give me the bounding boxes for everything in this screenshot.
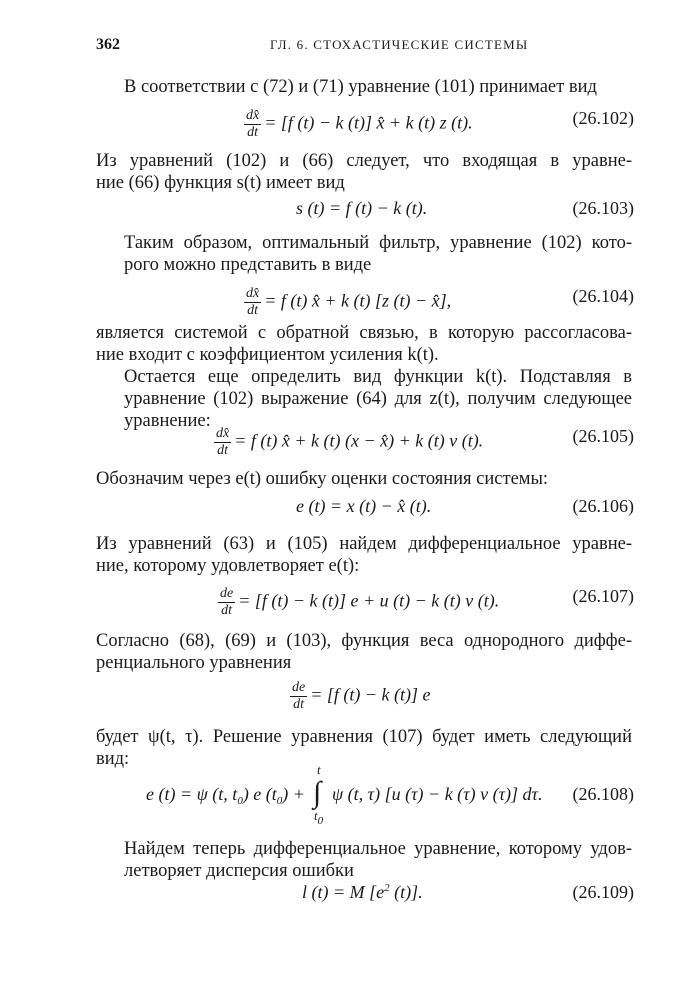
lower-limit-symbol: t [314, 808, 318, 823]
paragraph-3 [96, 232, 632, 276]
fraction-denominator: dt [247, 125, 259, 140]
equation-number: (26.102) [572, 108, 634, 128]
fraction-numerator: de [292, 680, 306, 695]
equation-body [214, 426, 483, 459]
equation-number: (26.109) [572, 882, 634, 902]
paragraph-line: Обозначим через e(t) ошибку оценки состояния системы: [96, 469, 549, 489]
equation-body [290, 680, 430, 713]
equation-26-109 [96, 874, 636, 914]
equation-body [218, 586, 499, 619]
paragraph-line: уравнение (102) выражение (64) для z(t), получим следующее [124, 389, 632, 409]
paragraph-6 [96, 468, 632, 490]
paragraph-line: Из уравнений (63) и (105) найдем дифференциальное уравне- [96, 534, 632, 554]
paragraph-7 [96, 533, 632, 577]
equation-rhs: = [f (t) − k (t)] x̂ + k (t) z (t). [264, 112, 473, 133]
paragraph-line: рого можно представить в виде [124, 255, 372, 275]
paragraph-line: ренциального уравнения [96, 653, 292, 673]
equation-number: (26.105) [572, 426, 634, 446]
paragraph-line: уравнение: [124, 411, 211, 431]
paragraph-2 [96, 150, 632, 194]
paragraph-line: является системой с обратной связью, в которую рассогласова- [96, 323, 632, 343]
equation-rhs: = [f (t) − k (t)] e + u (t) − k (t) v (t). [238, 590, 500, 611]
subscript: 0 [237, 795, 243, 807]
lhs-part: e (t) = ψ (t, t [146, 784, 238, 804]
equation-26-105 [96, 418, 636, 458]
equation-number: (26.106) [572, 496, 634, 516]
fraction-numerator: de [220, 586, 234, 601]
paragraph-line: ние входит с коэффициентом усиления k(t). [96, 345, 439, 365]
fraction-denominator: dt [217, 443, 229, 458]
subscript: 0 [317, 815, 324, 827]
subscript: 0 [276, 795, 283, 807]
running-title: ГЛ. 6. СТОХАСТИЧЕСКИЕ СИСТЕМЫ [270, 37, 529, 52]
rhs-part: (t)]. [389, 882, 423, 902]
paragraph-line: будет ψ(t, τ). Решение уравнения (107) будет иметь следующий [96, 727, 632, 747]
equation-number: (26.104) [572, 286, 634, 306]
paragraph-line: Согласно (68), (69) и (103), функция веса однородного диффе- [96, 631, 632, 651]
paragraph-line: вид: [96, 749, 130, 769]
equation-26-107 [96, 578, 636, 618]
fraction-denominator: dt [221, 603, 233, 618]
lhs-part: l (t) = M [e [302, 882, 385, 902]
equation-26-102 [96, 100, 636, 140]
equation-lhs [146, 784, 305, 807]
equation-number: (26.107) [572, 586, 634, 606]
fraction [244, 286, 261, 319]
equation-26-106 [96, 488, 636, 528]
paragraph-line: летворяет дисперсия ошибки [124, 861, 354, 881]
equation-number: (26.103) [572, 198, 634, 218]
fraction-numerator: dx̂ [216, 426, 230, 441]
paragraph-line: Таким образом, оптимальный фильтр, уравнение (102) кото- [124, 233, 632, 253]
integral-sign: ∫ [313, 776, 322, 809]
equation-number: (26.108) [572, 784, 634, 804]
paragraph-1 [96, 76, 632, 98]
paragraph-4 [96, 322, 632, 366]
equation-26-104 [96, 278, 636, 318]
equation-rhs: = f (t) x̂ + k (t) (x − x̂) + k (t) v (t). [234, 430, 484, 451]
equation-rhs: = f (t) x̂ + k (t) [z (t) − x̂], [264, 290, 452, 311]
equation-body: s (t) = f (t) − k (t). [296, 198, 428, 218]
paragraph-line: В соответствии с (72) и (71) уравнение (101) принимает вид [124, 77, 597, 97]
equation-rhs: = [f (t) − k (t)] e [310, 684, 431, 705]
paragraph-8 [96, 630, 632, 674]
lhs-part: ) + [282, 784, 305, 804]
fraction-numerator: dx̂ [246, 286, 260, 301]
fraction-denominator: dt [247, 303, 259, 318]
equation-body [244, 286, 451, 319]
paragraph-line: Остается еще определить вид функции k(t). Подставляя в [124, 367, 632, 387]
integral-upper-limit: t [317, 762, 321, 777]
fraction [218, 586, 235, 619]
fraction [290, 680, 307, 713]
paragraph-line: ние, которому удовлетворяет e(t): [96, 556, 360, 576]
paragraph-line: Из уравнений (102) и (66) следует, что входящая в уравне- [96, 151, 632, 171]
paragraph-line: ние (66) функция s(t) имеет вид [96, 173, 345, 193]
page-number: 362 [96, 36, 120, 53]
fraction [214, 426, 231, 459]
lhs-part: ) e (t [242, 784, 277, 804]
equation-body: e (t) = x (t) − x̂ (t). [296, 496, 432, 516]
paragraph-line: Найдем теперь дифференциальное уравнение, которому удов- [124, 839, 632, 859]
equation-body [244, 108, 473, 141]
equation-26-108 [96, 760, 636, 827]
equation-homogeneous [96, 672, 636, 712]
fraction-denominator: dt [293, 697, 305, 712]
integral-lower-limit [314, 808, 323, 827]
fraction [244, 108, 261, 141]
page-header [0, 36, 676, 56]
equation-body [302, 882, 423, 903]
equation-integrand: ψ (t, τ) [u (τ) − k (τ) v (τ)] dτ. [332, 784, 543, 804]
fraction-numerator: dx̂ [246, 108, 260, 123]
equation-26-103 [96, 190, 636, 230]
superscript: 2 [384, 882, 390, 894]
